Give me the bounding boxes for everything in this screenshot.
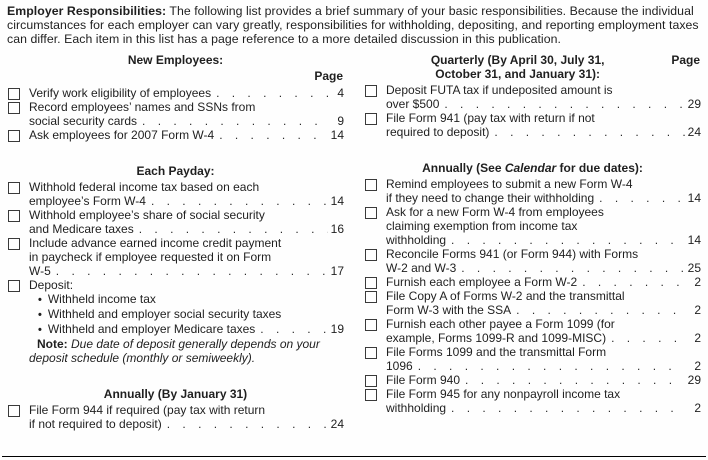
page-number: 24 (687, 125, 701, 140)
checkbox[interactable] (365, 85, 377, 97)
item-text: required to deposit) (386, 125, 490, 140)
item-text: Furnish each other payee a Form 1099 (for (386, 317, 615, 332)
item-content (29, 236, 344, 278)
checkbox[interactable] (365, 389, 377, 401)
bullet-text: Withheld income tax (47, 292, 156, 307)
checkbox[interactable] (365, 277, 377, 289)
item-text: if not required to deposit) (29, 417, 162, 432)
section-heading (7, 53, 344, 67)
section-annually-see-calendar (364, 161, 701, 415)
dot-leader (461, 261, 684, 275)
item-text: withholding (386, 401, 447, 416)
item-last-line (386, 303, 701, 317)
section-heading-text: Annually (See (422, 161, 505, 176)
item-content (29, 403, 344, 431)
item-text: Remind employees to submit a new Form W-4 (386, 177, 633, 192)
bullet-text: Withheld and employer Medicare taxes (47, 322, 256, 337)
page-number: 29 (687, 373, 701, 388)
item-text: File Form 941 (pay tax with return if not (386, 111, 595, 126)
section-new-employees (7, 53, 344, 142)
dot-leader (451, 233, 685, 247)
page-number: 25 (687, 261, 701, 276)
section-heading-text: October 31, and January 31): (435, 67, 601, 82)
item-content (386, 83, 701, 111)
section-heading-line (7, 53, 344, 67)
page-number: 16 (330, 222, 344, 237)
section-heading-row (364, 53, 701, 83)
dot-leader (494, 125, 684, 139)
section-heading (364, 53, 671, 81)
item-text: Withhold federal income tax based on each (29, 180, 260, 195)
item-text: Verify work eligibility of employees (29, 86, 212, 101)
section-heading-text: Each Payday: (136, 164, 215, 179)
checklist-item (7, 236, 344, 278)
checklist-item (7, 403, 344, 431)
item-text: W-5 (29, 264, 51, 279)
section-heading-text: for due dates): (556, 161, 643, 176)
bullet-item (29, 292, 344, 307)
page-number: 2 (694, 303, 701, 318)
item-content (386, 111, 701, 139)
item-last-line (29, 194, 344, 208)
checkbox[interactable] (8, 280, 20, 292)
page-number: 14 (330, 194, 344, 209)
item-content (386, 345, 701, 373)
checklist-item (364, 289, 701, 317)
right-column (364, 53, 701, 431)
bottom-rule (2, 456, 706, 457)
item-text: claiming exemption from income tax (386, 219, 578, 234)
checklist-item (364, 317, 701, 345)
page-number: 24 (330, 417, 344, 432)
item-last-line (386, 275, 701, 289)
checkbox[interactable] (8, 405, 20, 417)
page-number: 19 (330, 322, 344, 337)
item-text: withholding (386, 233, 447, 248)
checkbox[interactable] (365, 375, 377, 387)
page-number: 4 (337, 86, 344, 101)
item-text: 1096 (386, 359, 413, 374)
item-text: Deposit FUTA tax if undeposited amount is (386, 83, 613, 98)
item-text: Reconcile Forms 941 (or Form 944) with Forms (386, 247, 639, 262)
dot-leader (260, 322, 327, 336)
section-heading-line (364, 53, 671, 67)
checkbox[interactable] (8, 88, 20, 100)
checklist-item (364, 275, 701, 289)
page-number: 2 (694, 359, 701, 374)
dot-leader (451, 401, 685, 415)
item-text: and Medicare taxes (29, 222, 134, 237)
page-number: 17 (330, 264, 344, 279)
item-text: social security cards (29, 114, 138, 129)
dot-leader (516, 303, 685, 317)
section-quarterly (364, 53, 701, 139)
checklist-item (7, 86, 344, 100)
checkbox[interactable] (365, 113, 377, 125)
item-last-line (29, 86, 344, 100)
checkbox[interactable] (365, 319, 377, 331)
item-content (386, 289, 701, 317)
item-text: File Copy A of Forms W-2 and the transmittal (386, 289, 625, 304)
bullet-item (29, 307, 344, 322)
section-heading-text: Quarterly (By April 30, July 31, (430, 53, 605, 68)
section-heading-text: Annually (By January 31) (103, 387, 248, 402)
bullet-icon (38, 308, 42, 322)
dot-leader (142, 114, 328, 128)
dot-leader (444, 97, 684, 111)
checkbox[interactable] (8, 102, 20, 114)
item-last-line (29, 114, 344, 128)
page-number: 29 (687, 97, 701, 112)
section-heading-line (7, 387, 344, 401)
note (29, 337, 344, 365)
bullet-text: Withheld and employer social security taxes (47, 307, 282, 322)
item-text: File Form 944 if required (pay tax with return (29, 403, 266, 418)
item-text: in paycheck if employee requested it on Form (29, 250, 272, 265)
item-text: File Form 940 (386, 373, 461, 388)
item-content (29, 128, 344, 142)
item-text: Deposit: (29, 278, 74, 293)
item-last-line (29, 128, 344, 142)
checkbox[interactable] (365, 207, 377, 219)
checklist-columns (7, 53, 701, 431)
page-number: 14 (687, 191, 701, 206)
item-text: Include advance earned income credit payment (29, 236, 282, 251)
item-content (29, 208, 344, 236)
item-content (29, 278, 344, 365)
item-content (386, 275, 701, 289)
item-text: over $500 (386, 97, 440, 112)
item-last-line (386, 191, 701, 205)
item-text: Record employees’ names and SSNs from (29, 100, 256, 115)
item-content (29, 100, 344, 128)
section-heading (7, 387, 344, 401)
section-annually-by-january-31 (7, 387, 344, 431)
dot-leader (167, 417, 328, 431)
checklist-item (7, 100, 344, 128)
checklist-item (364, 247, 701, 275)
dot-leader (465, 373, 685, 387)
item-last-line (386, 233, 701, 247)
page-number: 2 (694, 331, 701, 346)
item-text: employee’s Form W-4 (29, 194, 146, 209)
item-text: File Forms 1099 and the transmittal Form (386, 345, 607, 360)
item-content (386, 247, 701, 275)
bullet-icon (38, 323, 42, 337)
checklist-item (364, 373, 701, 387)
page-number: 14 (330, 128, 344, 143)
item-last-line (386, 125, 701, 139)
checklist-item (7, 180, 344, 208)
item-content (386, 177, 701, 205)
section-heading-line (7, 164, 344, 178)
dot-leader (56, 264, 328, 278)
dot-leader (599, 191, 684, 205)
page-number: 9 (337, 114, 344, 129)
item-text: Ask employees for 2007 Form W-4 (29, 128, 215, 143)
item-content (386, 205, 701, 247)
note-label: Note: (37, 337, 68, 352)
item-content (386, 387, 701, 415)
item-content (386, 373, 701, 387)
section-each-payday (7, 164, 344, 365)
checklist-item (364, 345, 701, 373)
item-last-line (386, 373, 701, 387)
dot-leader (611, 331, 685, 345)
item-last-line (386, 359, 701, 373)
item-last-line (29, 222, 344, 236)
item-text: example, Forms 1099-R and 1099-MISC) (386, 331, 607, 346)
checklist-item (7, 128, 344, 142)
checkbox[interactable] (365, 179, 377, 191)
item-last-line (29, 264, 344, 278)
intro-paragraph (7, 5, 701, 46)
left-column (7, 53, 344, 431)
dot-leader (582, 275, 685, 289)
item-text: Form W-3 with the SSA (386, 303, 512, 318)
checklist-item (364, 205, 701, 247)
dot-leader (216, 86, 328, 100)
item-text: Ask for a new Form W-4 from employees (386, 205, 604, 220)
checkbox[interactable] (8, 182, 20, 194)
dot-leader (219, 128, 327, 142)
item-text: File Form 945 for any nonpayroll income tax (386, 387, 621, 402)
item-content (386, 317, 701, 345)
item-content (29, 86, 344, 100)
item-last-line (386, 401, 701, 415)
intro-lead-label: Employer Responsibilities: (7, 4, 167, 18)
item-text: W-2 and W-3 (386, 261, 457, 276)
dot-leader (139, 222, 328, 236)
section-heading-text: New Employees: (127, 53, 224, 68)
item-text: Furnish each employee a Form W-2 (386, 275, 578, 290)
intro-body-text: The following list provides a brief summary of your basic responsibilities. Because the individual circumstances for each employer can vary greatly, responsibilities for withholding, depositing, and reporting employment taxes can differ. Each item in this list has a page reference to a more detailed discussion in this publication. (7, 4, 699, 46)
dot-leader (418, 359, 685, 373)
checkbox[interactable] (8, 130, 20, 142)
section-heading-line (364, 67, 671, 81)
page-number: 2 (694, 275, 701, 290)
item-last-line (386, 261, 701, 275)
checkbox[interactable] (8, 210, 20, 222)
item-last-line (386, 97, 701, 111)
checkbox[interactable] (8, 238, 20, 250)
page-column-label: Page (671, 53, 700, 68)
checklist-item (364, 177, 701, 205)
checkbox[interactable] (365, 347, 377, 359)
bullet-item (29, 322, 344, 337)
bullet-icon (38, 293, 42, 307)
item-text: if they need to change their withholding (386, 191, 595, 206)
page-number: 2 (694, 401, 701, 416)
dot-leader (151, 194, 328, 208)
page-number: 14 (687, 233, 701, 248)
checklist-item (364, 83, 701, 111)
item-content (29, 180, 344, 208)
item-last-line (386, 331, 701, 345)
page-column-label: Page (314, 69, 343, 84)
item-last-line (29, 417, 344, 431)
item-text: Withhold employee’s share of social security (29, 208, 265, 223)
section-heading-line (364, 161, 701, 175)
checklist-item (364, 111, 701, 139)
checklist-item (7, 278, 344, 365)
checklist-item (364, 387, 701, 415)
section-heading-text: Calendar (504, 161, 557, 176)
section-heading (364, 161, 701, 175)
checklist-item (7, 208, 344, 236)
checkbox[interactable] (365, 291, 377, 303)
note-text: Due date of deposit generally depends on your deposit schedule (monthly or semiweekly). (29, 337, 320, 366)
section-heading (7, 164, 344, 178)
checkbox[interactable] (365, 249, 377, 261)
